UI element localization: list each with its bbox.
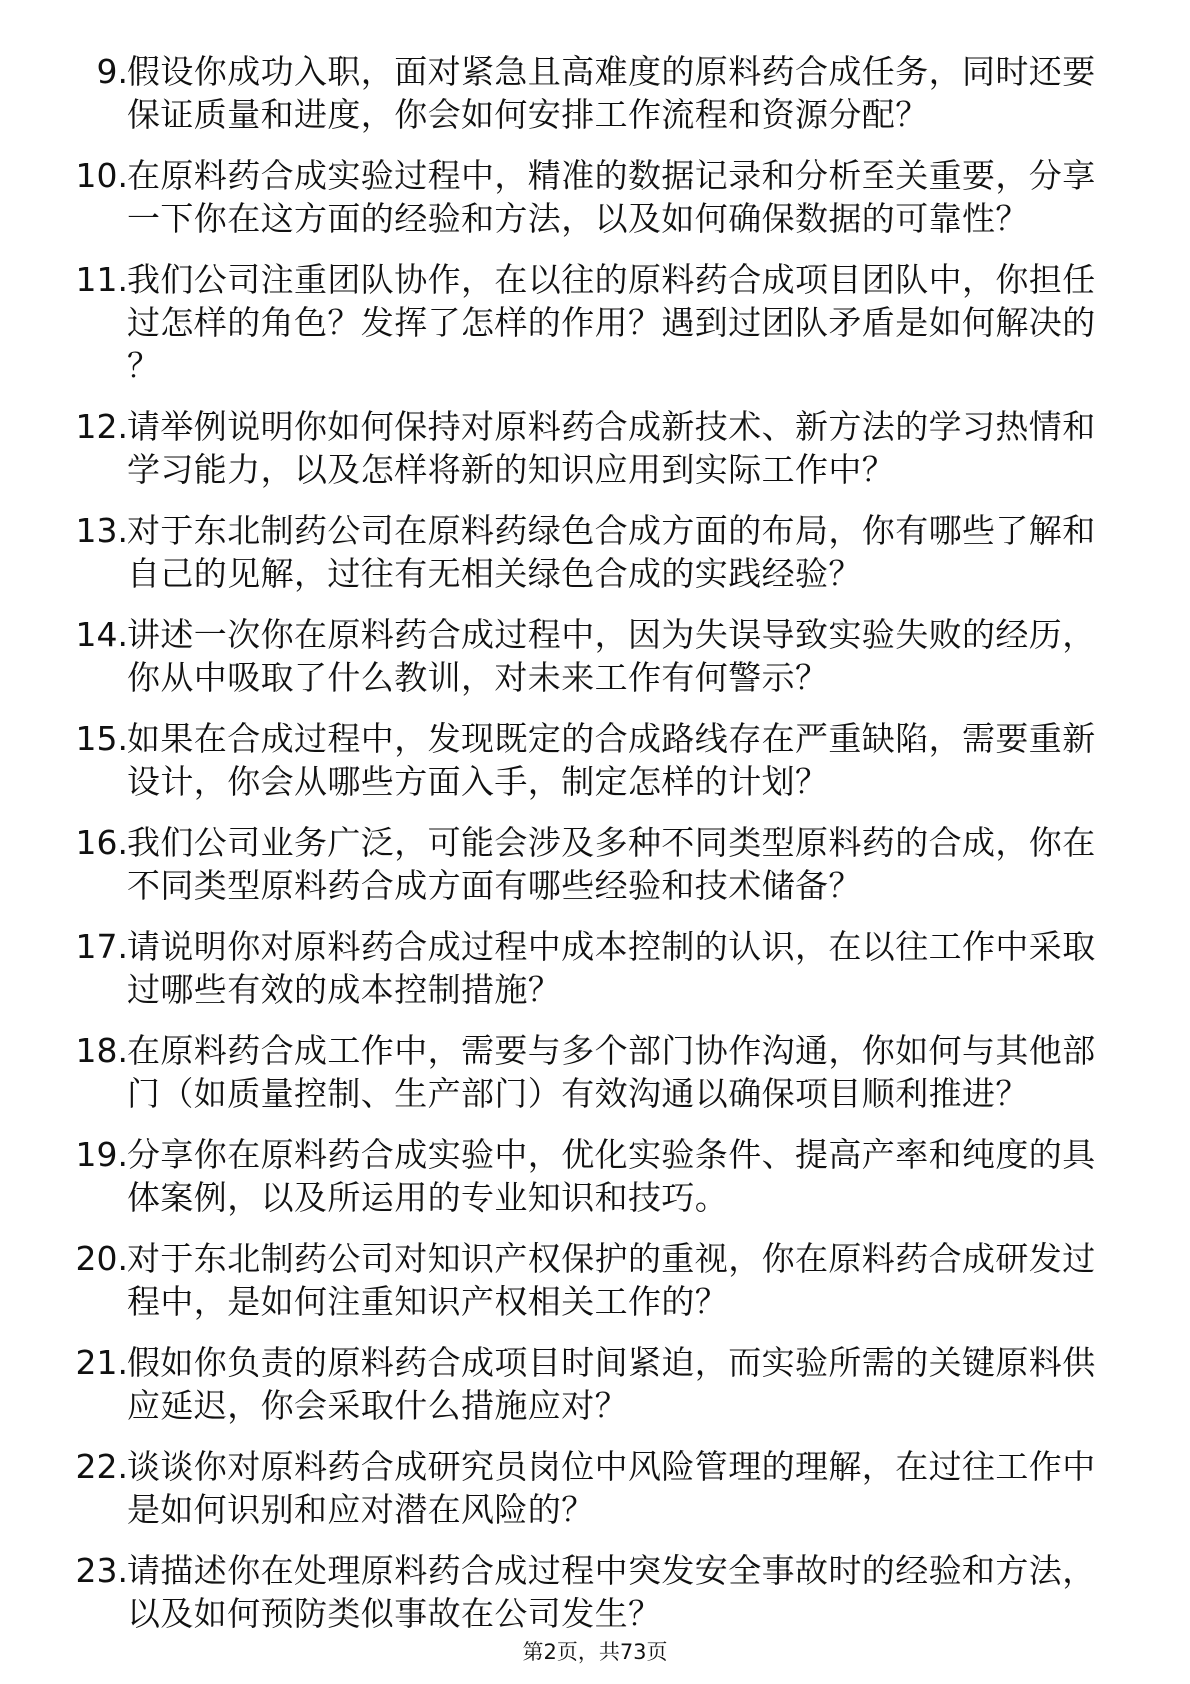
question-item bbox=[0, 821, 1190, 907]
question-item bbox=[0, 1341, 1190, 1427]
question-item bbox=[0, 925, 1190, 1011]
question-text: 对于东北制药公司对知识产权保护的重视，你在原料药合成研发过程中，是如何注重知识产权相关工作的？ bbox=[127, 1239, 1096, 1321]
question-text: 假如你负责的原料药合成项目时间紧迫，而实验所需的关键原料供应延迟，你会采取什么措施应对？ bbox=[127, 1343, 1096, 1425]
question-text: 假设你成功入职，面对紧急且高难度的原料药合成任务，同时还要保证质量和进度，你会如何安排工作流程和资源分配？ bbox=[127, 52, 1096, 134]
question-item bbox=[0, 1445, 1190, 1531]
question-item bbox=[0, 509, 1190, 595]
question-number: 19. bbox=[75, 1135, 128, 1174]
question-number: 12. bbox=[75, 407, 128, 446]
question-item bbox=[0, 405, 1190, 491]
question-item bbox=[0, 1549, 1190, 1635]
question-number: 18. bbox=[75, 1031, 128, 1070]
question-number: 15. bbox=[75, 719, 128, 758]
question-text: 如果在合成过程中，发现既定的合成路线存在严重缺陷，需要重新设计，你会从哪些方面入手，制定怎样的计划？ bbox=[127, 719, 1096, 801]
question-text: 在原料药合成工作中，需要与多个部门协作沟通，你如何与其他部门（如质量控制、生产部门）有效沟通以确保项目顺利推进？ bbox=[127, 1031, 1096, 1113]
question-item bbox=[0, 154, 1190, 240]
question-list bbox=[0, 50, 1190, 1653]
question-item bbox=[0, 1029, 1190, 1115]
question-number: 14. bbox=[75, 615, 128, 654]
question-item bbox=[0, 717, 1190, 803]
question-item bbox=[0, 258, 1190, 387]
question-text: 分享你在原料药合成实验中，优化实验条件、提高产率和纯度的具体案例，以及所运用的专业知识和技巧。 bbox=[127, 1135, 1096, 1217]
question-number: 23. bbox=[75, 1551, 128, 1590]
question-text: 讲述一次你在原料药合成过程中，因为失误导致实验失败的经历，你从中吸取了什么教训，对未来工作有何警示？ bbox=[127, 615, 1096, 697]
question-number: 21. bbox=[75, 1343, 128, 1382]
question-item bbox=[0, 50, 1190, 136]
question-number: 9. bbox=[96, 52, 128, 91]
question-text: 对于东北制药公司在原料药绿色合成方面的布局，你有哪些了解和自己的见解，过往有无相关绿色合成的实践经验？ bbox=[127, 511, 1096, 593]
question-text: 请举例说明你如何保持对原料药合成新技术、新方法的学习热情和学习能力，以及怎样将新的知识应用到实际工作中？ bbox=[127, 407, 1096, 489]
question-text: 我们公司注重团队协作，在以往的原料药合成项目团队中，你担任过怎样的角色？发挥了怎样的作用？遇到过团队矛盾是如何解决的？ bbox=[127, 260, 1096, 385]
question-number: 17. bbox=[75, 927, 128, 966]
question-item bbox=[0, 613, 1190, 699]
page-footer: 第2页，共73页 bbox=[522, 1640, 668, 1664]
question-text: 谈谈你对原料药合成研究员岗位中风险管理的理解，在过往工作中是如何识别和应对潜在风险的？ bbox=[127, 1447, 1096, 1529]
question-text: 在原料药合成实验过程中，精准的数据记录和分析至关重要，分享一下你在这方面的经验和方法，以及如何确保数据的可靠性？ bbox=[127, 156, 1096, 238]
question-text: 我们公司业务广泛，可能会涉及多种不同类型原料药的合成，你在不同类型原料药合成方面有哪些经验和技术储备？ bbox=[127, 823, 1096, 905]
question-number: 22. bbox=[75, 1447, 128, 1486]
question-number: 10. bbox=[75, 156, 128, 195]
question-item bbox=[0, 1237, 1190, 1323]
question-text: 请说明你对原料药合成过程中成本控制的认识，在以往工作中采取过哪些有效的成本控制措施？ bbox=[127, 927, 1096, 1009]
question-number: 20. bbox=[75, 1239, 128, 1278]
question-item bbox=[0, 1133, 1190, 1219]
question-number: 11. bbox=[75, 260, 128, 299]
question-number: 13. bbox=[75, 511, 128, 550]
question-text: 请描述你在处理原料药合成过程中突发安全事故时的经验和方法，以及如何预防类似事故在公司发生？ bbox=[127, 1551, 1096, 1633]
question-number: 16. bbox=[75, 823, 128, 862]
